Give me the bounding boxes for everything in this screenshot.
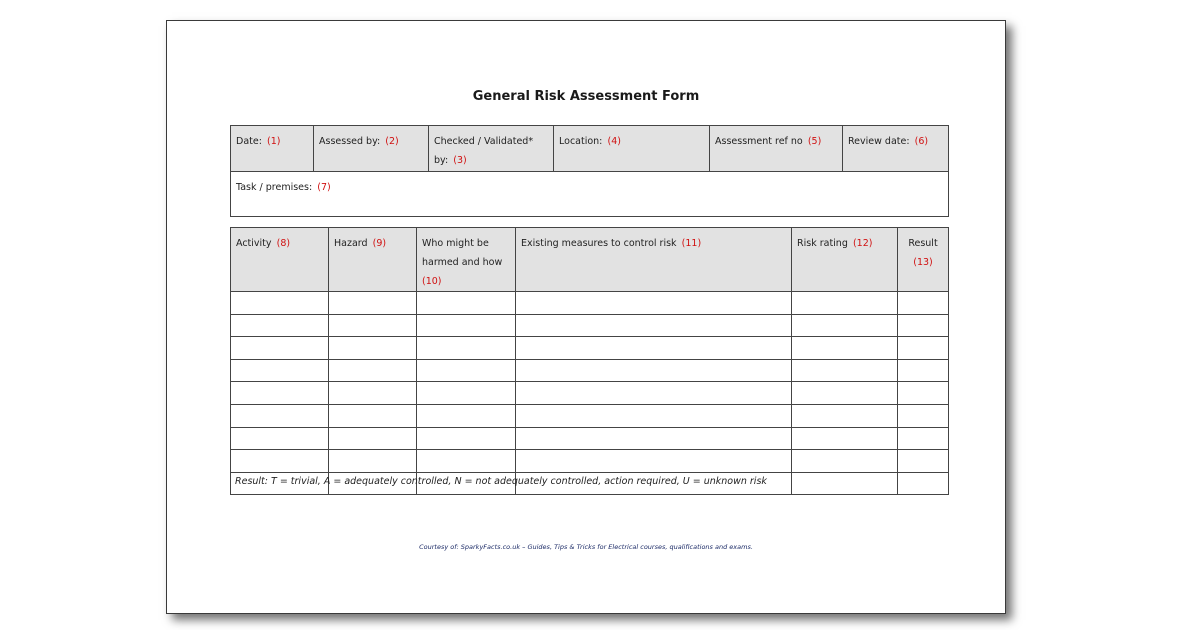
form-page [166,20,1006,614]
column-hazard: Hazard (9) [329,228,417,292]
assessment-ref-field[interactable]: Assessment ref no (5) [710,126,843,172]
table-cell[interactable] [329,404,417,427]
table-cell[interactable] [231,382,329,405]
table-cell[interactable] [231,404,329,427]
risk-table-header [231,228,949,292]
table-row [231,427,949,450]
table-cell[interactable] [792,337,898,360]
table-cell[interactable] [898,450,949,473]
table-cell[interactable] [516,382,792,405]
table-cell[interactable] [329,450,417,473]
table-cell[interactable] [516,337,792,360]
table-cell[interactable] [898,382,949,405]
table-row [231,359,949,382]
table-cell[interactable] [898,292,949,315]
table-row [231,292,949,315]
table-cell[interactable] [329,314,417,337]
table-cell[interactable] [329,292,417,315]
table-cell[interactable] [898,314,949,337]
table-cell[interactable] [792,382,898,405]
column-result: Result (13) [898,228,949,292]
column-existing-measures: Existing measures to control risk (11) [516,228,792,292]
table-cell[interactable] [417,450,516,473]
table-cell[interactable] [898,427,949,450]
table-cell[interactable] [231,337,329,360]
review-date-field[interactable]: Review date: (6) [843,126,949,172]
table-cell[interactable] [417,404,516,427]
result-legend: Result: T = trivial, A = adequately controlled, N = not adequately controlled, action required, U = unknown risk [235,476,767,487]
table-cell[interactable] [417,292,516,315]
table-cell[interactable] [329,427,417,450]
table-cell[interactable] [792,404,898,427]
table-cell[interactable] [231,450,329,473]
risk-table [230,227,949,495]
table-cell[interactable] [898,359,949,382]
column-risk-rating: Risk rating (12) [792,228,898,292]
table-cell[interactable] [516,314,792,337]
date-field[interactable]: Date: (1) [231,126,314,172]
table-cell[interactable] [231,314,329,337]
table-cell[interactable] [516,427,792,450]
table-cell[interactable] [417,314,516,337]
table-cell[interactable] [898,472,949,495]
header-info-table [230,125,949,217]
location-field[interactable]: Location: (4) [554,126,710,172]
table-cell[interactable] [516,404,792,427]
table-cell[interactable] [516,450,792,473]
table-cell[interactable] [792,314,898,337]
column-activity: Activity (8) [231,228,329,292]
table-row [231,337,949,360]
table-cell[interactable] [792,427,898,450]
table-cell[interactable] [231,292,329,315]
table-cell[interactable] [329,382,417,405]
table-row [231,314,949,337]
table-cell[interactable] [792,359,898,382]
checked-validated-field[interactable]: Checked / Validated* by: (3) [429,126,554,172]
table-cell[interactable] [516,292,792,315]
table-cell[interactable] [329,359,417,382]
table-cell[interactable] [231,359,329,382]
column-who-harmed: Who might be harmed and how (10) [417,228,516,292]
assessed-by-field[interactable]: Assessed by: (2) [314,126,429,172]
table-cell[interactable] [417,337,516,360]
courtesy-footer: Courtesy of: SparkyFacts.co.uk – Guides, Tips & Tricks for Electrical courses, qualifications and exams. [419,543,753,551]
table-cell[interactable] [898,404,949,427]
table-row [231,450,949,473]
table-cell[interactable] [516,359,792,382]
table-cell[interactable] [329,337,417,360]
table-cell[interactable] [792,292,898,315]
table-cell[interactable] [417,427,516,450]
table-cell[interactable] [231,427,329,450]
table-cell[interactable] [417,382,516,405]
form-title: General Risk Assessment Form [472,89,700,104]
table-cell[interactable] [898,337,949,360]
table-row [231,382,949,405]
table-cell[interactable] [792,450,898,473]
task-premises-field[interactable]: Task / premises: (7) [231,172,949,217]
table-cell[interactable] [417,359,516,382]
table-row [231,404,949,427]
table-cell[interactable] [792,472,898,495]
